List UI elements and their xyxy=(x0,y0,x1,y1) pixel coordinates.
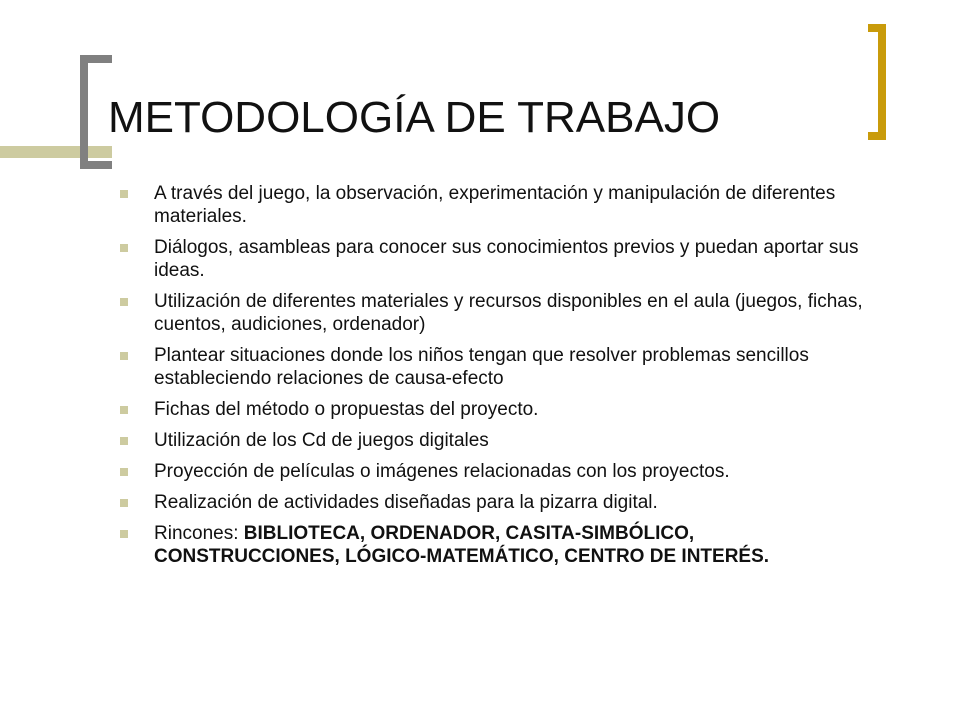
square-bullet-icon xyxy=(120,406,128,414)
bullet-text xyxy=(154,523,769,567)
bullet-text: Utilización de diferentes materiales y recursos disponibles en el aula (juegos, fichas, cuentos, audiciones, ordenador) xyxy=(154,291,863,335)
square-bullet-icon xyxy=(120,437,128,445)
slide-title: METODOLOGÍA DE TRABAJO xyxy=(108,93,721,142)
left-bracket-bottom xyxy=(80,161,112,169)
square-bullet-icon xyxy=(120,190,128,198)
left-bracket-top xyxy=(80,55,112,63)
bullet-item xyxy=(120,460,872,483)
bullet-item xyxy=(120,236,872,282)
bullet-item-rincones xyxy=(120,522,872,568)
bullet-text: A través del juego, la observación, experimentación y manipulación de diferentes materiales. xyxy=(154,183,836,227)
square-bullet-icon xyxy=(120,352,128,360)
bullet-item xyxy=(120,491,872,514)
bullet-item xyxy=(120,344,872,390)
bullet-item xyxy=(120,182,872,228)
bullet-list xyxy=(120,182,872,576)
square-bullet-icon xyxy=(120,468,128,476)
square-bullet-icon xyxy=(120,298,128,306)
right-bracket-top xyxy=(868,24,886,32)
square-bullet-icon xyxy=(120,244,128,252)
square-bullet-icon xyxy=(120,499,128,507)
bullet-text: Realización de actividades diseñadas para la pizarra digital. xyxy=(154,492,658,513)
right-bracket-bottom xyxy=(868,132,886,140)
decorative-horizontal-bar xyxy=(0,146,112,158)
bullet-text: Diálogos, asambleas para conocer sus conocimientos previos y puedan aportar sus ideas. xyxy=(154,237,859,281)
bullet-text: Plantear situaciones donde los niños tengan que resolver problemas sencillos estableciendo relaciones de causa-efecto xyxy=(154,345,809,389)
bullet-text: Fichas del método o propuestas del proyecto. xyxy=(154,399,539,420)
bullet-text: Proyección de películas o imágenes relacionadas con los proyectos. xyxy=(154,461,730,482)
bullet-prefix: Rincones: xyxy=(154,523,244,544)
bullet-text: Utilización de los Cd de juegos digitales xyxy=(154,430,489,451)
bullet-strong-text: BIBLIOTECA, ORDENADOR, CASITA-SIMBÓLICO, CONSTRUCCIONES, LÓGICO-MATEMÁTICO, CENTRO DE INTERÉS. xyxy=(154,523,770,567)
bullet-item xyxy=(120,398,872,421)
left-bracket-vertical xyxy=(80,55,88,169)
right-bracket-vertical xyxy=(878,24,886,140)
square-bullet-icon xyxy=(120,530,128,538)
bullet-item xyxy=(120,290,872,336)
bullet-item xyxy=(120,429,872,452)
